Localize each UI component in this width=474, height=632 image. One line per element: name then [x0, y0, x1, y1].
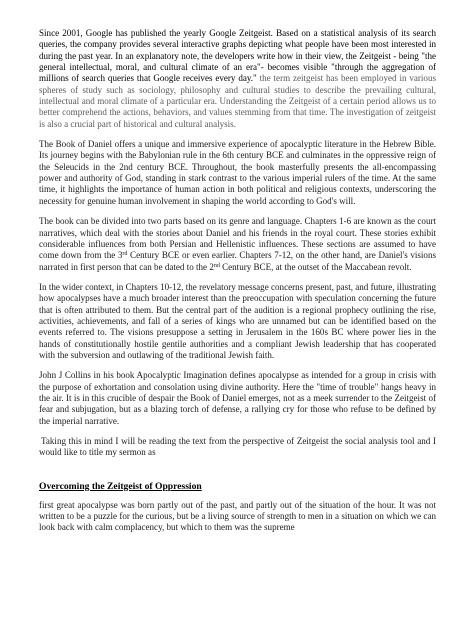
section-heading: Overcoming the Zeitgeist of Oppression: [39, 480, 202, 492]
paragraph-book-of-daniel: The Book of Daniel offers a unique and immersive experience of apocalyptic literature in the Hebrew Bible. Its journey begins with the Babylonian rule in the 6th century BCE and culminates in the oppressive reign of the Seleucids in the 2nd century BCE. Throughout, the book masterfully presents the all-encompassing power and authority of God, standing in stark contrast to the various imperial rulers of the time. At the same time, it highlights the importance of human action in both political and religious contexts, underscoring the necessity for genuine human involvement in shaping the world according to God's will.: [39, 139, 436, 206]
paragraph-first-apocalypse: first great apocalypse was born partly out of the past, and partly out of the situation of the hour. It was not written to be a puzzle for the curious, but be a living source of strength to men in a situation on which we can look back with calm complacency, but which to them was the supreme: [39, 499, 436, 533]
paragraph-wider-context: In the wider context, in Chapters 10-12, the revelatory message concerns present, past, and future, illustrating how apocalypses have a much broader interest than the preoccupation with speculation concerning the future that is often attributed to them. But the central part of the audition is a regional prophecy outlining the rise, activities, achievements, and fall of a series of kings who are unnamed but can be identified based on the events referred to. The visions presuppose a setting in Jerusalem in the 160s BC where power lies in the hands of constitutionally hostile gentile authorities and a compliant Jewish leadership that has cooperated with the subversion and outlawing of the traditional Jewish faith.: [39, 281, 436, 360]
paragraph-zeitgeist-intro: [39, 28, 436, 130]
paragraph-sermon-intro: Taking this in mind I will be reading the text from the perspective of Zeitgeist the social analysis tool and I would like to title my sermon as: [39, 436, 436, 458]
paragraph-collins: John J Collins in his book Apocalyptic Imagination defines apocalypse as intended for a group in crisis with the purpose of exhortation and consolation using divine authority. Here the "time of trouble" hangs heavy in the air. It is in this crucible of despair the Book of Daniel emerges, not as a meek surrender to the Zeitgeist of fear and subjugation, but as a blazing torch of defense, a rallying cry for those who refuse to be defined by the imperial narrative.: [39, 370, 436, 426]
superscript-rd: rd: [122, 251, 128, 258]
division-text-a: The book can be divided into two parts based on its genre and language. Chapters 1-6 are known as the court narratives, which deal with the stories about Daniel and his friends in the royal court. These stories exhibit considerable influences from both Persian and Hellenistic influences. These sections are assumed to have come down from the 3: [39, 216, 436, 261]
paragraph-book-division: [39, 216, 436, 273]
zeitgeist-definition-text: the term zeitgeist has been employed in various spheres of study such as sociology, philosophy and cultural studies to describe the prevailing cultural, intellectual and moral climate of a particular era. Understanding the Zeitgeist of a certain period allows us to better comprehend the actions, behaviors, and values stemming from that time. The investigation of zeitgeist is also a crucial part of historical and cultural analysis.: [39, 73, 436, 129]
google-zeitgeist-text: Since 2001, Google has published the yearly Google Zeitgeist. Based on a statistical analysis of its search queries, the company provides several interactive graphs depicting what people have been most interested in during the past year. In an explanatory note, the developers write how in their view, the Zeitgeist - being "the general intellectual, moral, and cultural climate of an era"- becomes visible "through the aggregation of millions of search queries that Google receives every day.": [39, 28, 436, 84]
division-text-b: Century BCE or even earlier. Chapters 7-12, on the other hand, are Daniel's visions narrated in first person that can be dated to the 2: [39, 250, 436, 272]
division-text-c: Century BCE, at the outset of the Maccabean revolt.: [219, 261, 412, 272]
superscript-nd: nd: [213, 262, 220, 269]
